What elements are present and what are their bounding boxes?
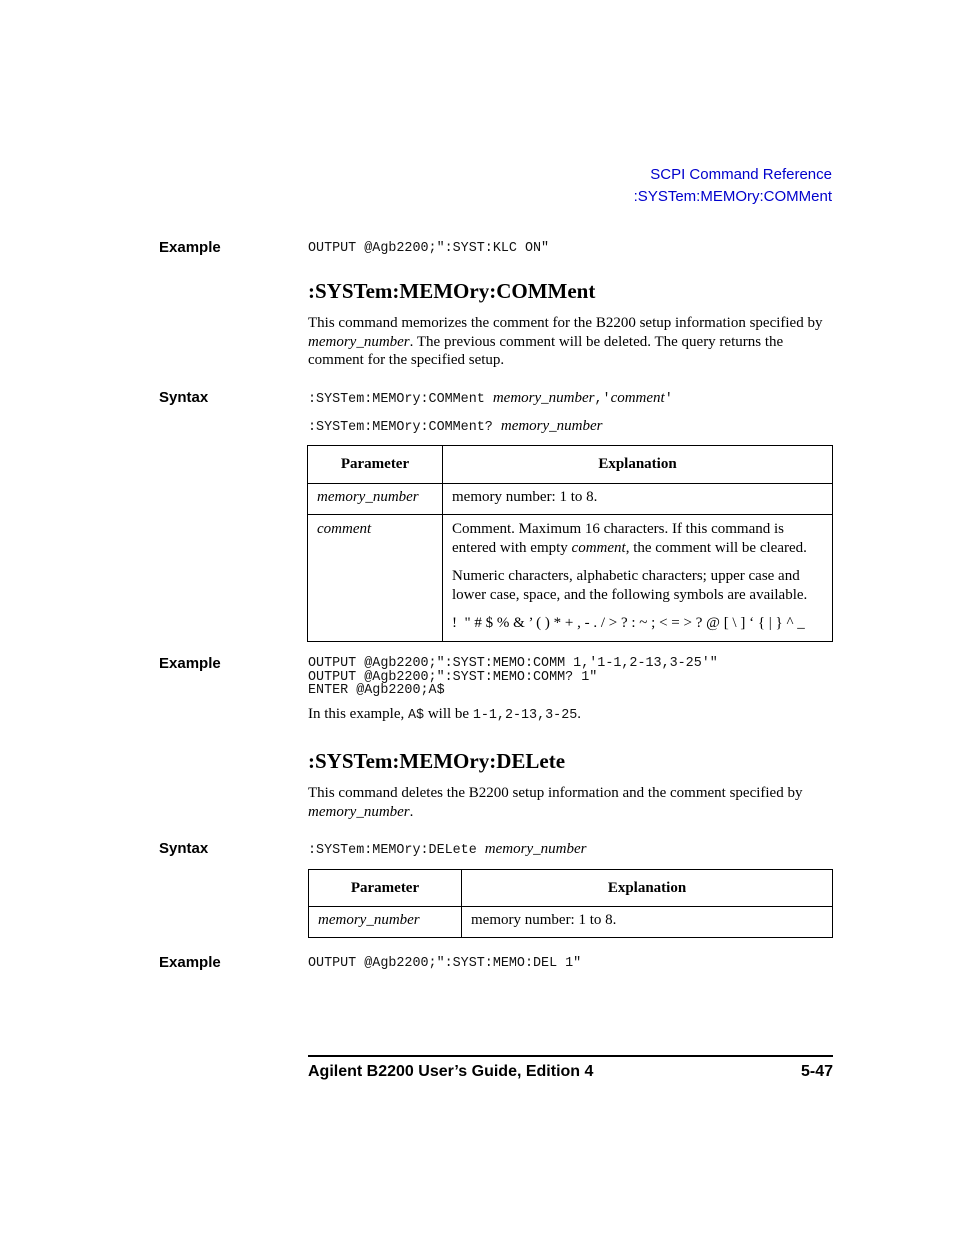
table-header-parameter: Parameter: [309, 870, 462, 907]
page-number: 5-47: [800, 1063, 833, 1080]
parameter-table-comment: [307, 445, 833, 642]
running-header-chapter: SCPI Command Reference: [650, 166, 832, 183]
param-explanation: memory number: 1 to 8.: [443, 484, 833, 515]
syntax-line-delete: :SYSTem:MEMOry:DELete memory_number: [308, 841, 587, 858]
syntax-label: Syntax: [159, 840, 209, 857]
example-result-text: In this example, A$ will be 1-1,2-13,3-25.: [308, 706, 582, 723]
section-title-delete: :SYSTem:MEMOry:DELete: [308, 749, 566, 773]
footer-rule: [308, 1055, 833, 1057]
explanation-paragraph: Numeric characters, alphabetic characters; upper case and lower case, space, and the following symbols are available.: [452, 568, 808, 603]
section-description-delete: This command deletes the B2200 setup information and the comment specified by memory_number.: [308, 785, 803, 820]
table-row: [308, 484, 833, 515]
example-label: Example: [159, 239, 221, 256]
parameter-table-delete: [308, 869, 833, 938]
allowed-symbols: ! " # $ % & ’ ( ) * + , - . / > ? : ~ ; < = > ? @ [ \ ] ‘ { | } ^ _: [452, 615, 805, 631]
table-row: [308, 515, 833, 642]
running-header-section: :SYSTem:MEMOry:COMMent: [633, 188, 832, 205]
section-description-comment: This command memorizes the comment for the B2200 setup information specified by memory_number. The previous comment will be deleted. The query returns the comment for the specified setup.: [308, 315, 823, 368]
example-label: Example: [159, 655, 221, 672]
syntax-label: Syntax: [159, 389, 209, 406]
param-name: memory_number: [309, 907, 462, 938]
param-explanation: memory number: 1 to 8.: [462, 907, 833, 938]
example-code: OUTPUT @Agb2200;":SYST:KLC ON": [308, 241, 550, 256]
table-header-explanation: Explanation: [462, 870, 833, 907]
param-explanation: [443, 515, 833, 642]
example-code: OUTPUT @Agb2200;":SYST:MEMO:DEL 1": [308, 956, 582, 971]
table-row: [309, 907, 833, 938]
example-label: Example: [159, 954, 221, 971]
explanation-paragraph: Comment. Maximum 16 characters. If this command is entered with empty comment, the comment will be cleared.: [452, 521, 807, 556]
param-name: memory_number: [308, 484, 443, 515]
section-title-comment: :SYSTem:MEMOry:COMMent: [308, 279, 596, 303]
table-header-explanation: Explanation: [443, 446, 833, 484]
syntax-line-query: :SYSTem:MEMOry:COMMent? memory_number: [308, 418, 603, 435]
syntax-line-set: :SYSTem:MEMOry:COMMent memory_number,'comment': [308, 390, 673, 407]
param-name: comment: [308, 515, 443, 642]
table-header-parameter: Parameter: [308, 446, 443, 484]
footer-title: Agilent B2200 User’s Guide, Edition 4: [308, 1063, 594, 1080]
example-code: OUTPUT @Agb2200;":SYST:MEMO:COMM 1,'1-1,2-13,3-25'" OUTPUT @Agb2200;":SYST:MEMO:COMM? 1" ENTER @Agb2200;A$: [308, 656, 718, 698]
